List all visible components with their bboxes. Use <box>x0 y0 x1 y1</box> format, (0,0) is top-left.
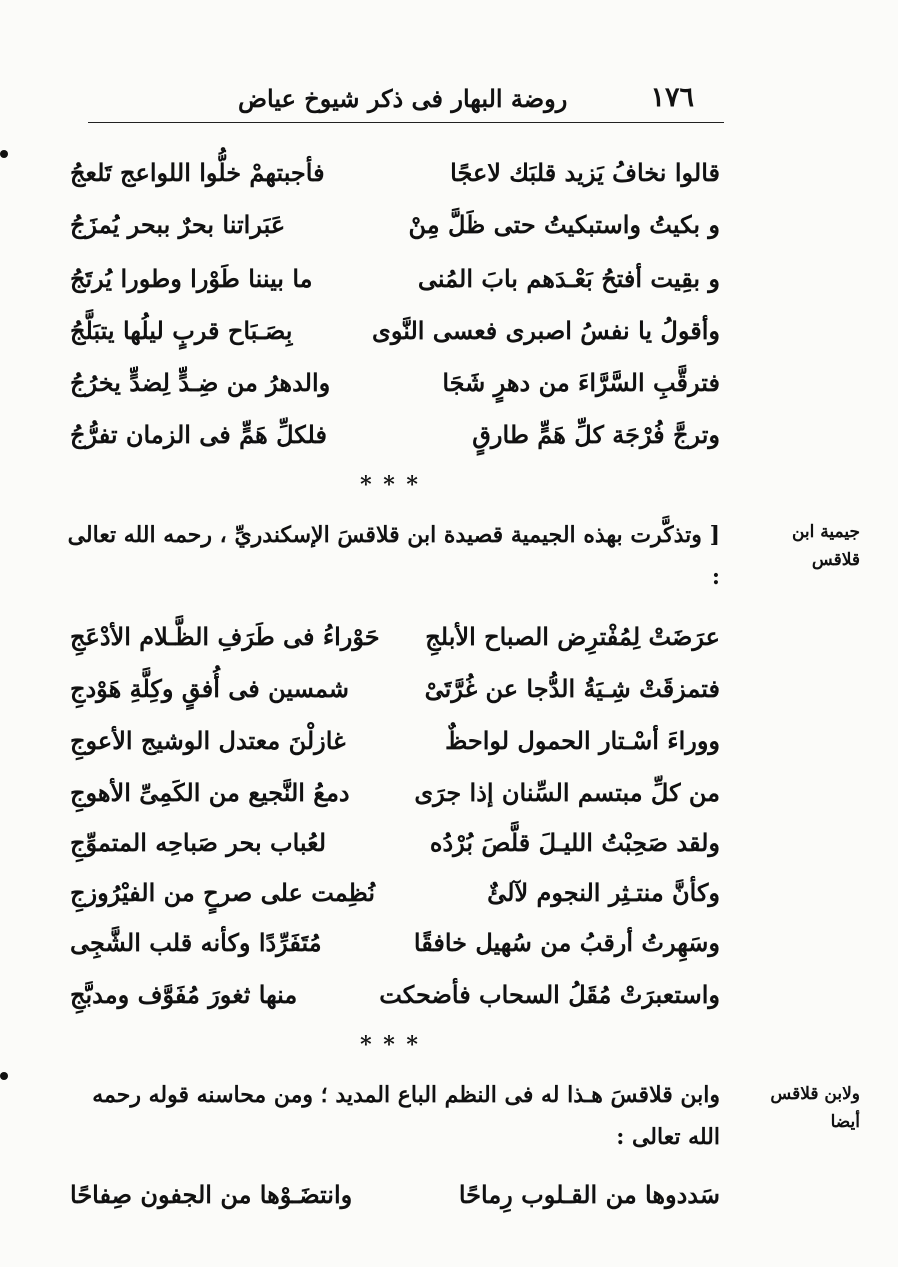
verse-line <box>70 674 720 728</box>
verse-line <box>70 158 720 212</box>
verse-first-hemistich: وترجَّ فُرْجَة كلِّ هَمٍّ طارقٍ <box>472 420 720 449</box>
verse-first-hemistich: ولقد صَحِبْتُ الليـلَ قلَّصَ بُرْدُه <box>429 828 720 857</box>
verse-first-hemistich: فترقَّبِ السَّرَّاءَ من دهرٍ شَجَا <box>442 368 720 397</box>
verse-first-hemistich: و بكيتُ واستبكيتُ حتى ظَلَّ مِنْ <box>408 210 720 239</box>
verse-second-hemistich: دمعُ النَّجيع من الكَمِىِّ الأهوجِ <box>70 778 350 807</box>
verse-first-hemistich: عرَضَتْ لِمُفْترِض الصباح الأبلجِ <box>425 622 720 651</box>
margin-note: جيمية ابن قلاقس <box>791 522 860 570</box>
margin-ink-dot <box>0 150 8 158</box>
page-header <box>88 78 724 123</box>
verse-line <box>70 928 720 982</box>
verse-first-hemistich: من كلِّ مبتسم السِّنان إذا جرَى <box>414 778 720 807</box>
verse-line <box>70 368 720 422</box>
verse-second-hemistich: عَبَراتنا بحرٌ ببحر يُمزَجُ <box>70 210 286 239</box>
verse-first-hemistich: وكأنَّ منتـثِر النجوم لآلئٌ <box>487 878 720 907</box>
verse-line <box>70 828 720 882</box>
verse-second-hemistich: ما بيننا طَوْرا وطورا يُرتَجُ <box>70 264 313 293</box>
verse-first-hemistich: قالوا نخافُ يَزيد قلبَك لاعجًا <box>450 158 720 187</box>
verse-second-hemistich: شمسين فى أُفقٍ وكِلَّةِ هَوْدجِ <box>70 674 350 703</box>
verse-second-hemistich: فأجبتهمْ خلُّوا اللواعج تَلعجُ <box>70 158 325 187</box>
page-number: ١٧٦ <box>650 82 694 113</box>
verse-line <box>70 264 720 318</box>
verse-second-hemistich: منها ثغورَ مُفَوَّف ومدبَّجِ <box>70 980 298 1009</box>
verse-line <box>70 210 720 264</box>
verse-first-hemistich: و بقِيت أفتحُ بَعْـدَهم بابَ المُنى <box>417 264 720 293</box>
verse-first-hemistich: واستعبرَتْ مُقَلُ السحاب فأضحكت <box>379 980 720 1009</box>
running-title: روضة البهار فى ذكر شيوخ عياض <box>238 84 568 113</box>
verse-first-hemistich: وسَهِرتُ أرقبُ من سُهيل خافقًا <box>413 928 720 957</box>
verse-second-hemistich: مُتَفَرِّدًا وكأنه قلب الشَّجِى <box>70 928 322 957</box>
verse-line <box>70 1180 720 1234</box>
margin-note: ولابن قلاقس أيضا <box>770 1084 860 1132</box>
verse-first-hemistich: فتمزقَتْ شِـيَةُ الدُّجا عن غُرَّتَىْ <box>424 674 720 703</box>
margin-ink-dot <box>0 1072 8 1080</box>
verse-second-hemistich: والدهرُ من ضِـدٍّ لِضدٍّ يخرُجُ <box>70 368 331 397</box>
verse-first-hemistich: ووراءَ أسْـتار الحمول لواحظٌ <box>445 726 720 755</box>
verse-second-hemistich: حَوْراءُ فى طَرَفِ الظَّـلام الأدْعَجِ <box>70 622 380 651</box>
section-separator: * * * <box>360 472 420 498</box>
verse-line <box>70 316 720 370</box>
verse-second-hemistich: لعُباب بحر صَباحِه المتموِّجِ <box>70 828 327 857</box>
prose-paragraph: وابن قلاقسَ هـذا له فى النظم الباع المديد ؛ ومن محاسنه قوله رحمه الله تعالى : <box>92 1082 720 1150</box>
verse-second-hemistich: غازلْنَ معتدل الوشيج الأعوجِ <box>70 726 346 755</box>
verse-second-hemistich: فلكلِّ هَمٍّ فى الزمان تفرُّجُ <box>70 420 327 449</box>
verse-line <box>70 878 720 932</box>
verse-line <box>70 726 720 780</box>
verse-line <box>70 980 720 1034</box>
verse-first-hemistich: سَددوها من القـلوب رِماحًا <box>458 1180 720 1209</box>
verse-second-hemistich: وانتضَـوْها من الجفون صِفاحًا <box>70 1180 353 1209</box>
verse-line <box>70 420 720 474</box>
verse-second-hemistich: نُظِمت على صرحٍ من الفيْرُوزجِ <box>70 878 376 907</box>
section-separator: * * * <box>360 1032 420 1058</box>
verse-line <box>70 778 720 832</box>
prose-paragraph: [ وتذكَّرت بهذه الجيمية قصيدة ابن قلاقسَ الإسكندريِّ ، رحمه الله تعالى : <box>67 522 720 590</box>
verse-line <box>70 622 720 676</box>
verse-first-hemistich: وأقولُ يا نفسُ اصبرى فعسى النَّوى <box>372 316 720 345</box>
verse-second-hemistich: بِصَـبَاح قربٍ ليلُها يتبَلَّجُ <box>70 316 293 345</box>
